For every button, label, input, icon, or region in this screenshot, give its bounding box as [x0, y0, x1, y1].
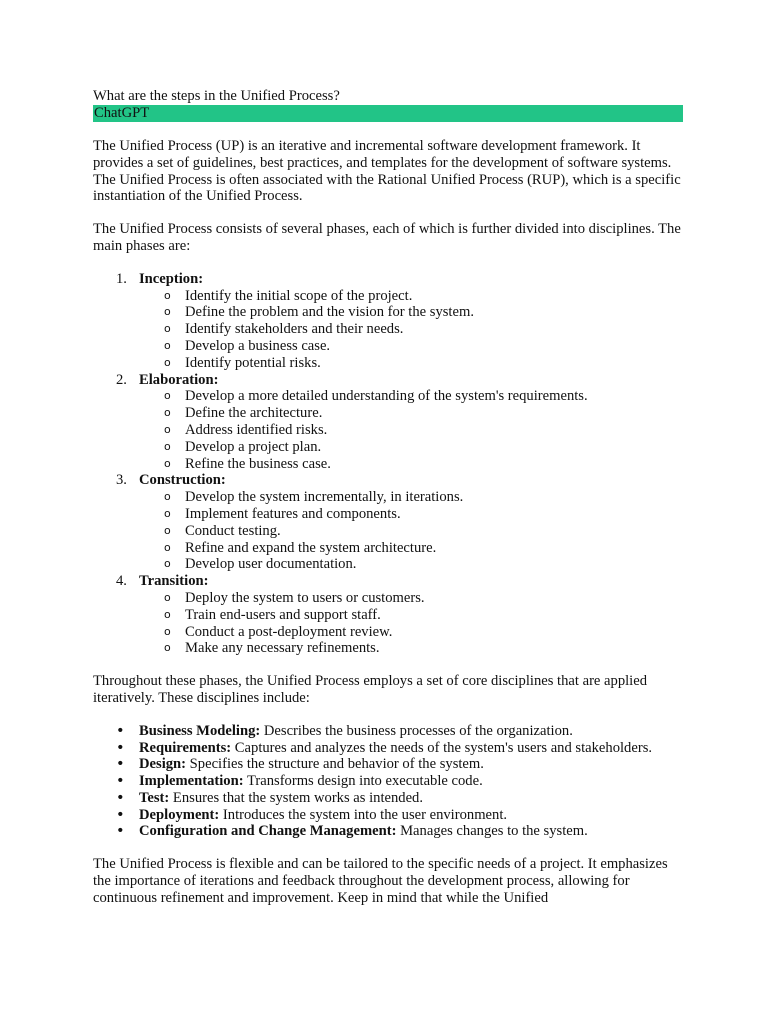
discipline-term: Configuration and Change Management:	[139, 823, 397, 840]
hollow-circle-bullet-icon: o	[164, 406, 171, 420]
phase-step-item	[139, 540, 683, 557]
phase-item	[93, 472, 683, 573]
discipline-description: Manages changes to the system.	[396, 823, 588, 840]
phase-step-item	[139, 422, 683, 439]
hollow-circle-bullet-icon: o	[164, 607, 171, 621]
phase-step-item	[139, 640, 683, 657]
phase-step-text: Develop a project plan.	[185, 438, 322, 455]
phase-step-item	[139, 388, 683, 405]
phase-steps-list	[139, 489, 683, 573]
discipline-description: Specifies the structure and behavior of the system.	[186, 756, 484, 773]
discipline-description: Introduces the system into the user environment.	[219, 806, 508, 823]
hollow-circle-bullet-icon: o	[164, 456, 171, 470]
bullet-dot-icon: •	[116, 788, 125, 806]
phase-step-item	[139, 304, 683, 321]
discipline-term: Requirements:	[139, 739, 232, 756]
discipline-term: Deployment:	[139, 806, 220, 823]
discipline-description: Captures and analyzes the needs of the system's users and stakeholders.	[231, 739, 653, 756]
hollow-circle-bullet-icon: o	[164, 641, 171, 655]
hollow-circle-bullet-icon: o	[164, 322, 171, 336]
phase-title: Elaboration:	[139, 371, 219, 388]
intro-paragraph-1: The Unified Process (UP) is an iterative and incremental software development framework. It provides a set of guidelines, best practices, and templates for the development of software systems. The Unified Process is often associated with the Rational Unified Process (RUP), which is a specific instantiation of the Unified Process.	[93, 138, 681, 205]
hollow-circle-bullet-icon: o	[164, 557, 171, 571]
disciplines-list	[93, 723, 683, 841]
hollow-circle-bullet-icon: o	[164, 355, 171, 369]
phase-step-text: Address identified risks.	[185, 421, 328, 438]
bullet-dot-icon: •	[116, 772, 125, 790]
phase-step-text: Identify stakeholders and their needs.	[185, 321, 404, 338]
phase-steps-list	[139, 388, 683, 472]
phase-step-item	[139, 607, 683, 624]
discipline-item	[93, 790, 683, 807]
phase-step-text: Train end-users and support staff.	[185, 606, 381, 623]
phase-step-item	[139, 355, 683, 372]
phase-step-text: Identify the initial scope of the project.	[185, 287, 413, 304]
discipline-description: Describes the business processes of the organization.	[260, 722, 573, 739]
discipline-item	[93, 723, 683, 740]
phase-step-item	[139, 556, 683, 573]
discipline-item	[93, 823, 683, 840]
phase-step-item	[139, 439, 683, 456]
phase-step-text: Conduct testing.	[185, 522, 281, 539]
phase-step-text: Define the problem and the vision for the system.	[185, 304, 474, 321]
hollow-circle-bullet-icon: o	[164, 422, 171, 436]
phase-step-item	[139, 456, 683, 473]
phase-number: 2.	[116, 371, 127, 388]
discipline-item	[93, 756, 683, 773]
discipline-item	[93, 773, 683, 790]
phase-steps-list	[139, 288, 683, 372]
bullet-dot-icon: •	[116, 721, 125, 739]
hollow-circle-bullet-icon: o	[164, 439, 171, 453]
phases-list	[93, 271, 683, 657]
hollow-circle-bullet-icon: o	[164, 305, 171, 319]
phase-step-item	[139, 321, 683, 338]
phase-title: Inception:	[139, 270, 204, 287]
phase-step-item	[139, 288, 683, 305]
phase-step-text: Refine the business case.	[185, 455, 331, 472]
hollow-circle-bullet-icon: o	[164, 523, 171, 537]
bullet-dot-icon: •	[116, 822, 125, 840]
hollow-circle-bullet-icon: o	[164, 506, 171, 520]
phase-step-text: Identify potential risks.	[185, 354, 321, 371]
phase-step-item	[139, 338, 683, 355]
phase-title: Transition:	[139, 573, 209, 590]
phase-item	[93, 573, 683, 657]
discipline-term: Test:	[139, 789, 170, 806]
discipline-item	[93, 740, 683, 757]
bullet-dot-icon: •	[116, 805, 125, 823]
phase-step-text: Develop user documentation.	[185, 556, 357, 573]
disciplines-intro: Throughout these phases, the Unified Process employs a set of core disciplines that are applied iteratively. These disciplines include:	[93, 673, 648, 706]
discipline-term: Design:	[139, 756, 187, 773]
hollow-circle-bullet-icon: o	[164, 540, 171, 554]
discipline-term: Implementation:	[139, 773, 244, 790]
discipline-term: Business Modeling:	[139, 722, 261, 739]
phase-step-text: Conduct a post-deployment review.	[185, 623, 393, 640]
chatgpt-label-bar: ChatGPT	[93, 105, 683, 122]
hollow-circle-bullet-icon: o	[164, 338, 171, 352]
hollow-circle-bullet-icon: o	[164, 288, 171, 302]
phase-step-item	[139, 523, 683, 540]
phase-step-text: Make any necessary refinements.	[185, 640, 380, 657]
bullet-dot-icon: •	[116, 738, 125, 756]
phase-step-text: Develop a business case.	[185, 337, 331, 354]
discipline-description: Ensures that the system works as intended.	[169, 789, 424, 806]
hollow-circle-bullet-icon: o	[164, 590, 171, 604]
question-heading: What are the steps in the Unified Process?	[93, 88, 340, 104]
phase-step-item	[139, 590, 683, 607]
discipline-item	[93, 807, 683, 824]
phase-step-item	[139, 489, 683, 506]
phase-step-text: Refine and expand the system architecture.	[185, 539, 437, 556]
phase-number: 3.	[116, 472, 127, 489]
hollow-circle-bullet-icon: o	[164, 490, 171, 504]
phase-step-text: Implement features and components.	[185, 505, 401, 522]
phase-step-item	[139, 506, 683, 523]
hollow-circle-bullet-icon: o	[164, 624, 171, 638]
phase-step-text: Develop a more detailed understanding of the system's requirements.	[185, 388, 588, 405]
phase-step-text: Deploy the system to users or customers.	[185, 589, 425, 606]
discipline-description: Transforms design into executable code.	[243, 773, 483, 790]
phase-item	[93, 372, 683, 473]
intro-paragraph-2: The Unified Process consists of several phases, each of which is further divided into disciplines. The main phases are:	[93, 221, 681, 254]
phase-step-text: Define the architecture.	[185, 405, 323, 422]
phase-number: 4.	[116, 573, 127, 590]
bullet-dot-icon: •	[116, 755, 125, 773]
phase-step-text: Develop the system incrementally, in iterations.	[185, 489, 464, 506]
phase-title: Construction:	[139, 472, 226, 489]
closing-paragraph: The Unified Process is flexible and can be tailored to the specific needs of a project. It emphasizes the importance of iterations and feedback throughout the development process, allowing for continuous refinement and improvement. Keep in mind that while the Unified	[93, 856, 668, 906]
document-page	[93, 88, 683, 923]
phase-number: 1.	[116, 270, 127, 287]
phase-step-item	[139, 405, 683, 422]
phase-steps-list	[139, 590, 683, 657]
hollow-circle-bullet-icon: o	[164, 389, 171, 403]
phase-step-item	[139, 624, 683, 641]
phase-item	[93, 271, 683, 372]
